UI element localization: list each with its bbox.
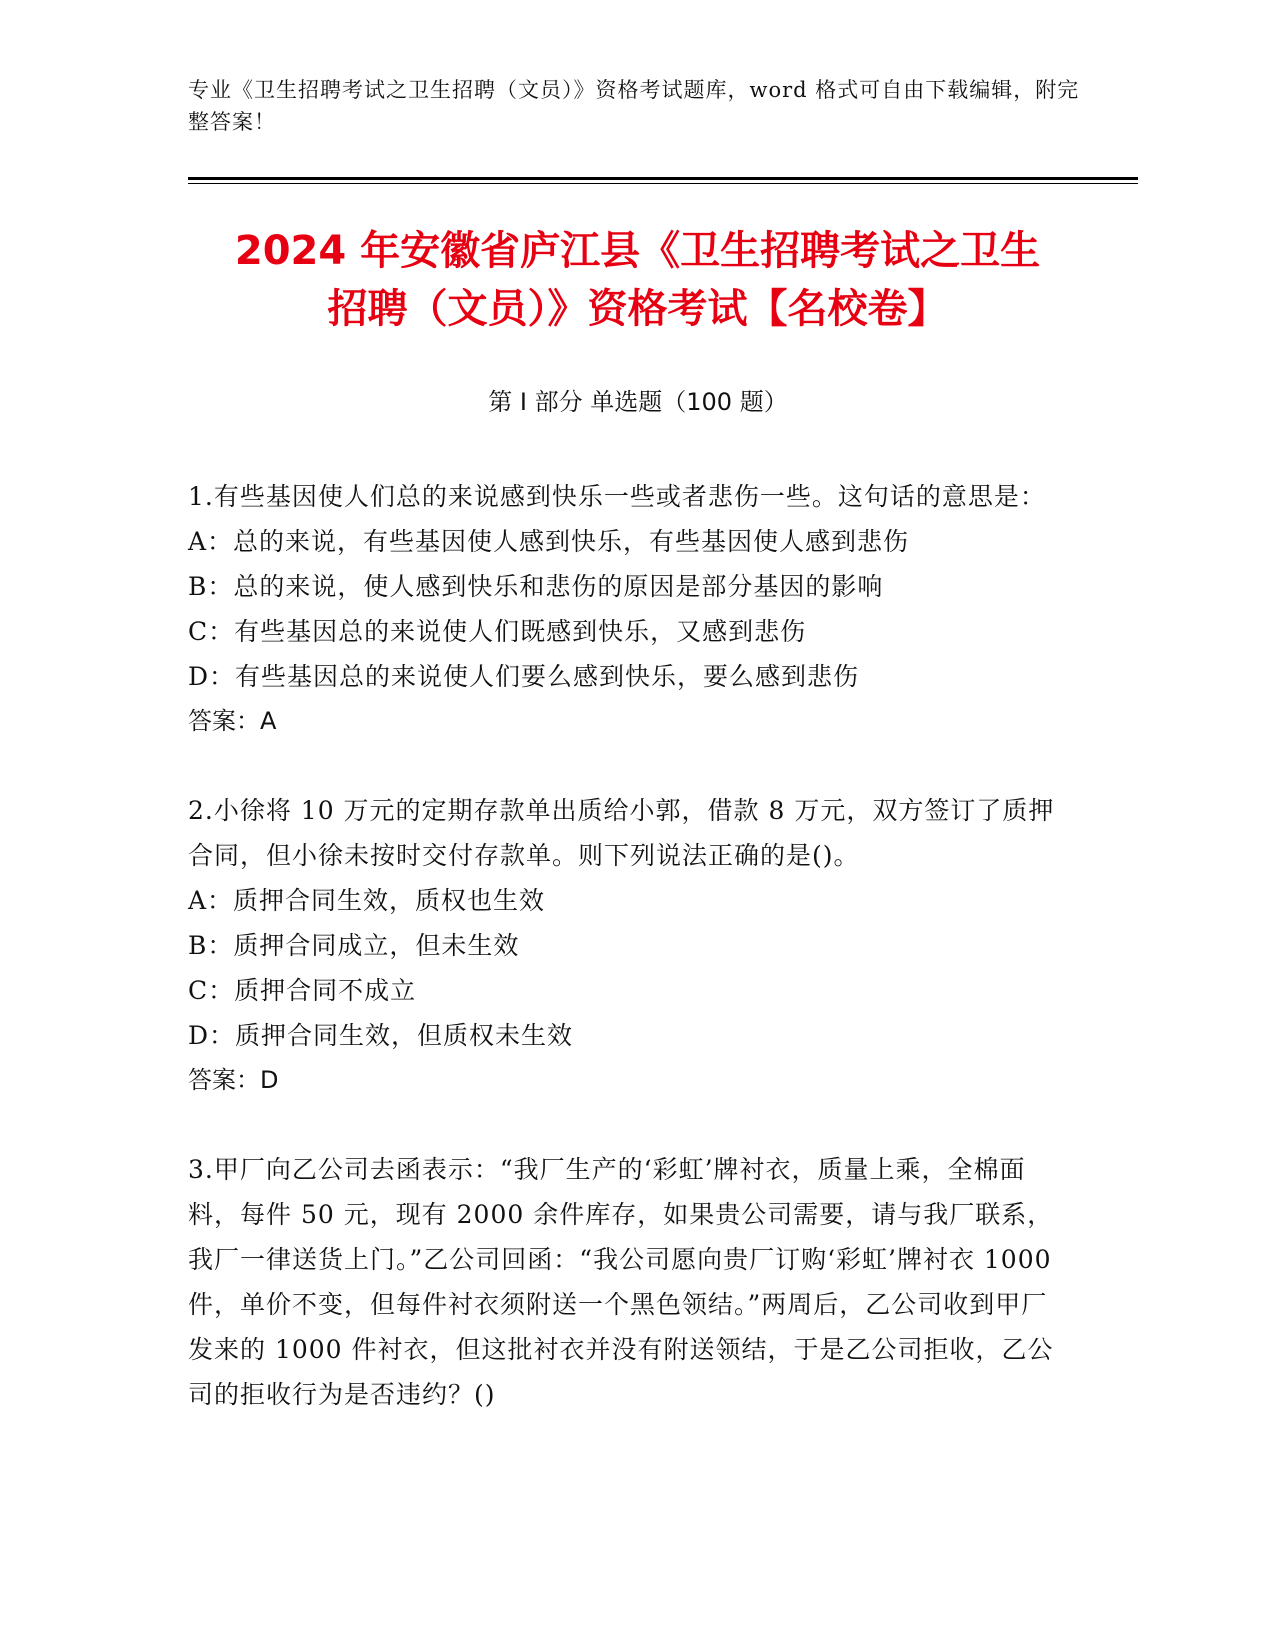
question-3 [188,1147,1068,1417]
header-divider-thin [188,183,1138,184]
header-note: 专业《卫生招聘考试之卫生招聘（文员）》资格考试题库，word 格式可自由下载编辑，附完整答案！ [188,78,1080,134]
option-b: B：总的来说，使人感到快乐和悲伤的原因是部分基因的影响 [188,572,884,601]
question-list [188,474,1068,1461]
option-b: B：质押合同成立，但未生效 [188,931,520,960]
question-1 [188,474,1068,744]
answer: 答案：A [188,707,277,735]
section-heading: 第 I 部分 单选题（100 题） [488,388,788,416]
question-2 [188,788,1068,1103]
question-stem: 3.甲厂向乙公司去函表示：“我厂生产的‘彩虹’牌衬衣，质量上乘，全棉面料，每件 50 元，现有 2000 余件库存，如果贵公司需要，请与我厂联系，我厂一律送货上门。”乙公司回函：“我公司愿向贵厂订购‘彩虹’牌衬衣 1000 件，单价不变，但每件衬衣须附送一个黑色领结。”两周后，乙公司收到甲厂发来的 1000 件衬衣，但这批衬衣并没有附送领结，于是乙公司拒收，乙公司的拒收行为是否违约？() [188,1155,1054,1409]
answer: 答案：D [188,1066,279,1094]
option-a: A：总的来说，有些基因使人感到快乐，有些基因使人感到悲伤 [188,527,910,556]
title-line-2: 招聘（文员）》资格考试【名校卷】 [327,286,948,332]
option-d: D：有些基因总的来说使人们要么感到快乐，要么感到悲伤 [188,662,860,691]
option-d: D：质押合同生效，但质权未生效 [188,1021,574,1050]
option-c: C：质押合同不成立 [188,976,417,1005]
header-divider-thick [188,177,1138,180]
question-stem: 1.有些基因使人们总的来说感到快乐一些或者悲伤一些。这句话的意思是： [188,482,1046,511]
title-line-1: 2024 年安徽省庐江县《卫生招聘考试之卫生 [234,228,1041,274]
question-stem: 2.小徐将 10 万元的定期存款单出质给小郭，借款 8 万元，双方签订了质押合同，但小徐未按时交付存款单。则下列说法正确的是()。 [188,796,1055,870]
option-c: C：有些基因总的来说使人们既感到快乐，又感到悲伤 [188,617,807,646]
document-title [180,222,1095,338]
option-a: A：质押合同生效，质权也生效 [188,886,546,915]
